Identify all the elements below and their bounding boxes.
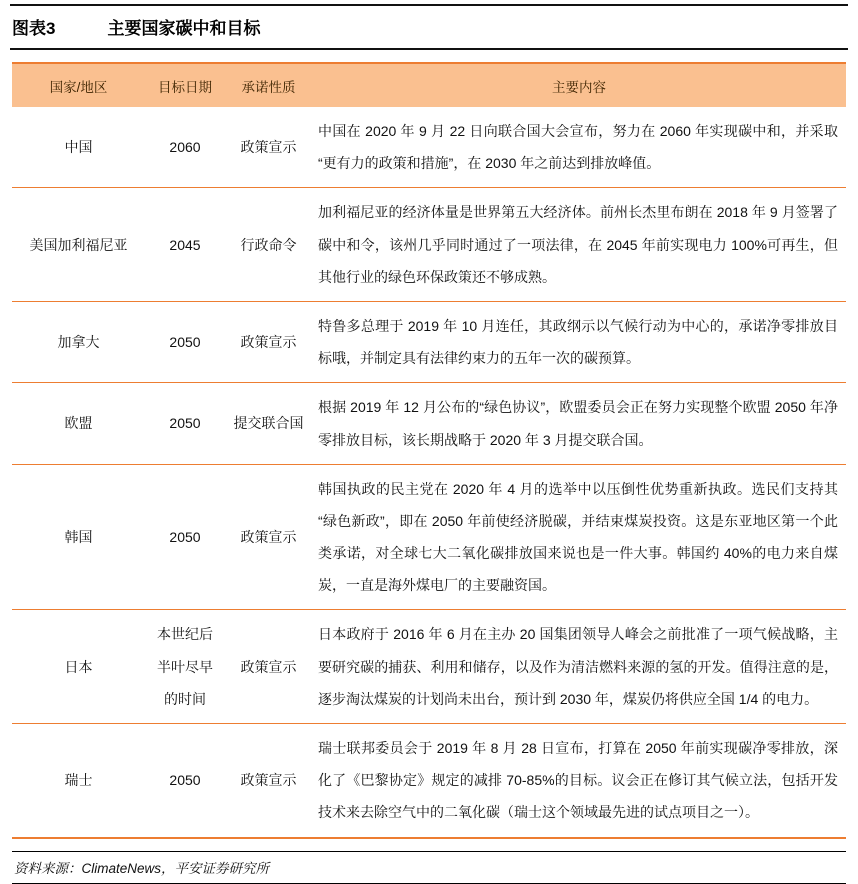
column-header-commitment-nature: 承诺性质	[241, 79, 296, 95]
cell-commitment-nature: 行政命令	[240, 236, 297, 253]
cell-target-date: 2050	[169, 528, 201, 545]
source-note	[12, 851, 846, 884]
table-header-row	[12, 64, 846, 107]
cell-region: 韩国	[64, 528, 93, 545]
cell-commitment-nature: 政策宣示	[240, 528, 297, 545]
cell-region: 日本	[64, 658, 93, 675]
cell-target-date: 2050	[169, 772, 201, 789]
table-row	[12, 187, 846, 301]
cell-main-content: 根据 2019 年 12 月公布的“绿色协议”，欧盟委员会正在努力实现整个欧盟 2050 年净零排放目标，该长期战略于 2020 年 3 月提交联合国。	[318, 399, 838, 448]
table-body	[12, 107, 846, 837]
cell-target-date: 本世纪后半叶尽早的时间	[157, 626, 213, 707]
cell-main-content: 日本政府于 2016 年 6 月在主办 20 国集团领导人峰会之前批准了一项气候战略，主要研究碳的捕获、利用和储存，以及作为清洁燃料来源的氢的开发。值得注意的是，逐步淘汰煤炭的计划尚未出台，预计到 2030 年，煤炭仍将供应全国 1/4 的电力。	[318, 626, 838, 707]
cell-target-date: 2060	[169, 139, 201, 156]
cell-main-content: 瑞士联邦委员会于 2019 年 8 月 28 日宣布，打算在 2050 年前实现碳净零排放，深化了《巴黎协定》规定的减排 70-85%的目标。议会正在修订其气候立法，包括开发技术来去除空气中的二氧化碳（瑞士这个领域最先进的试点项目之一）。	[318, 740, 838, 821]
column-header-region: 国家/地区	[49, 79, 108, 95]
cell-target-date: 2050	[169, 415, 201, 432]
cell-main-content: 中国在 2020 年 9 月 22 日向联合国大会宣布，努力在 2060 年实现碳中和，并采取“更有力的政策和措施”，在 2030 年之前达到排放峰值。	[318, 123, 838, 172]
table-row	[12, 107, 846, 187]
source-text: 资料来源：ClimateNews，平安证券研究所	[14, 860, 270, 876]
cell-target-date: 2045	[169, 236, 201, 253]
cell-region: 瑞士	[64, 772, 93, 789]
table-row	[12, 382, 846, 463]
cell-main-content: 韩国执政的民主党在 2020 年 4 月的选举中以压倒性优势重新执政。选民们支持其“绿色新政”，即在 2050 年前使经济脱碳，并结束煤炭投资。这是东亚地区第一个此类承诺，对全球七大二氧化碳排放国来说也是一件大事。韩国约 40%的电力来自煤炭，一直是海外煤电厂的主要融资国。	[318, 480, 838, 594]
cell-commitment-nature: 政策宣示	[240, 772, 297, 789]
figure-name: 主要国家碳中和目标	[107, 19, 261, 38]
cell-target-date: 2050	[169, 334, 201, 351]
cell-region: 美国加利福尼亚	[29, 236, 128, 253]
cell-region: 欧盟	[64, 415, 93, 432]
carbon-neutrality-targets-table	[12, 62, 846, 839]
cell-commitment-nature: 政策宣示	[240, 139, 297, 156]
table-row	[12, 723, 846, 837]
cell-main-content: 加利福尼亚的经济体量是世界第五大经济体。前州长杰里布朗在 2018 年 9 月签署了碳中和令，该州几乎同时通过了一项法律，在 2045 年前实现电力 100%可再生，但其他行业的绿色环保政策还不够成熟。	[318, 204, 838, 285]
table-row	[12, 609, 846, 723]
figure-label: 图表3	[12, 19, 56, 38]
table-row	[12, 301, 846, 382]
title-bottom-rule	[10, 48, 848, 50]
column-header-main-content: 主要内容	[552, 79, 606, 95]
column-header-target-date: 目标日期	[158, 79, 212, 95]
cell-commitment-nature: 政策宣示	[240, 658, 297, 675]
cell-main-content: 特鲁多总理于 2019 年 10 月连任，其政纲示以气候行动为中心的，承诺净零排放目标哦，并制定具有法律约束力的五年一次的碳预算。	[318, 317, 838, 367]
table-row	[12, 464, 846, 610]
cell-region: 中国	[64, 139, 93, 156]
cell-region: 加拿大	[57, 334, 100, 351]
figure-title	[0, 6, 858, 48]
cell-commitment-nature: 提交联合国	[233, 415, 304, 432]
cell-commitment-nature: 政策宣示	[240, 334, 297, 351]
